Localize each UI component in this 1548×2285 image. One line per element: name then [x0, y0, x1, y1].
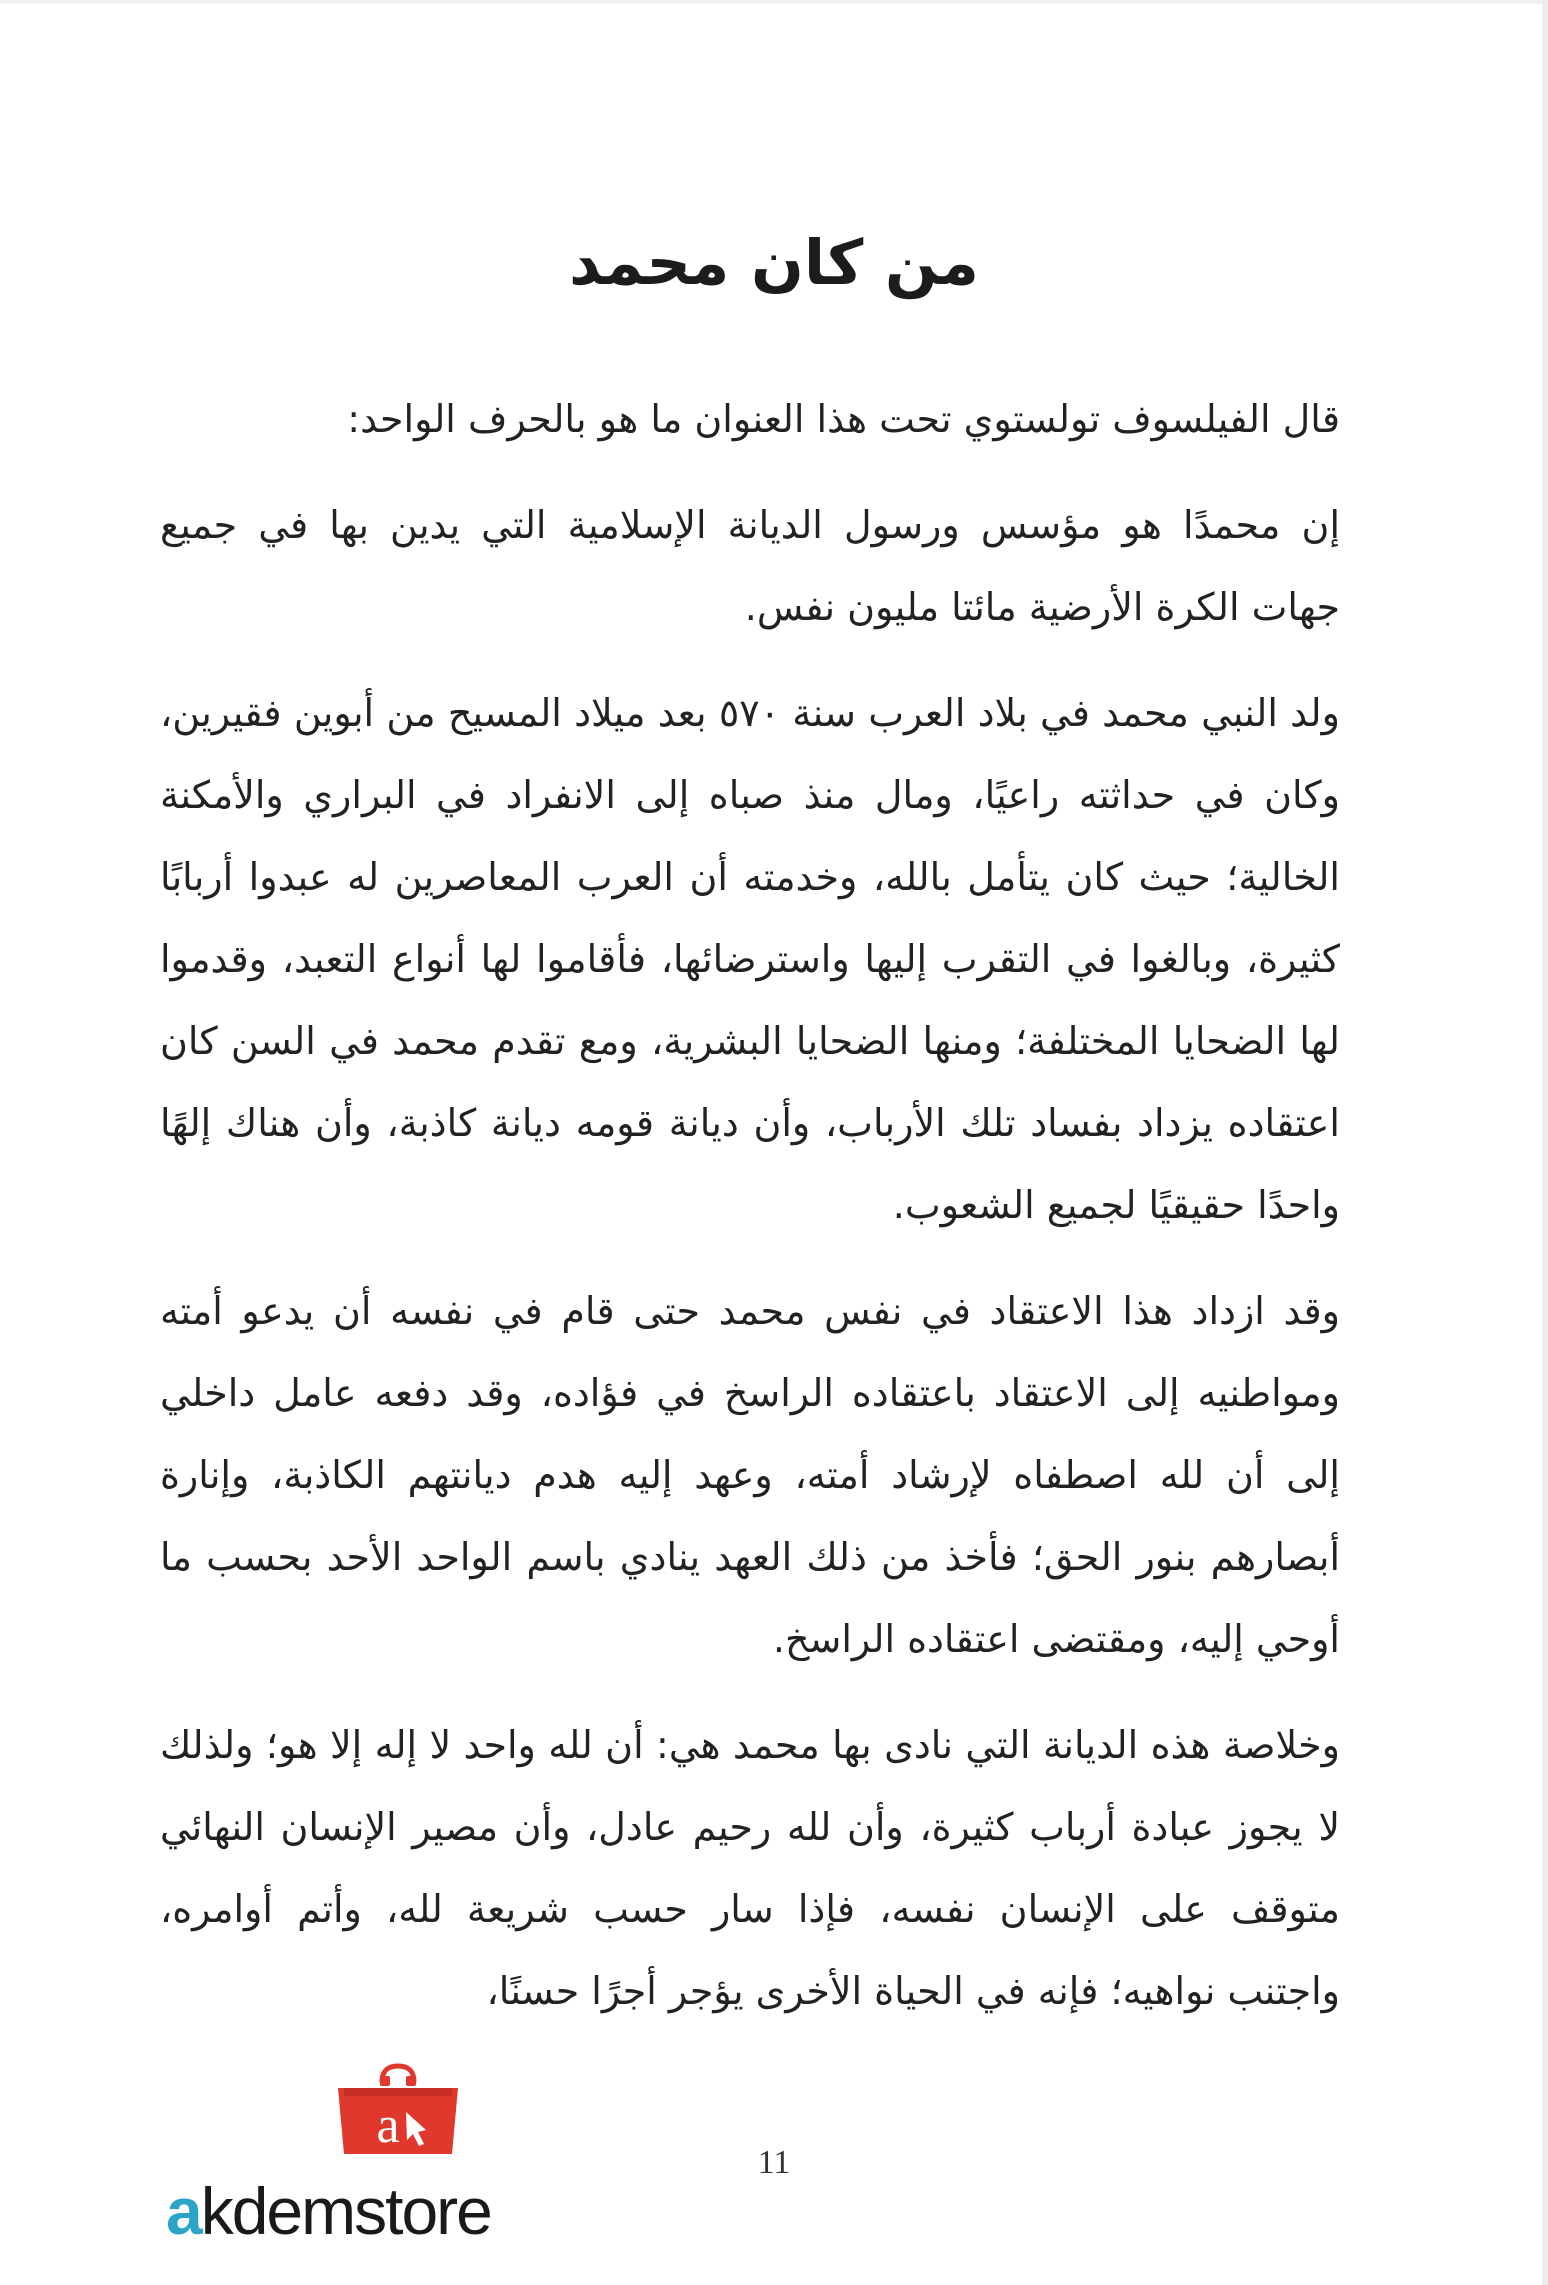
akdemstore-watermark	[160, 2060, 620, 2250]
paragraph-2: إن محمدًا هو مؤسس ورسول الديانة الإسلامية التي يدين بها في جميع جهات الكرة الأرضية مائتا مليون نفس.	[160, 503, 1340, 629]
shopping-bag-icon	[338, 2066, 458, 2154]
akdemstore-logo	[160, 2060, 620, 2250]
page-top-edge	[0, 0, 1548, 4]
paragraph-1: قال الفيلسوف تولستوي تحت هذا العنوان ما هو بالحرف الواحد:	[347, 397, 1340, 441]
page-right-edge	[1542, 0, 1548, 2285]
chapter-title: من كان محمد	[568, 226, 980, 299]
body-text	[160, 378, 1340, 2056]
paragraph-5: وخلاصة هذه الديانة التي نادى بها محمد هي: أن لله واحد لا إله إلا هو؛ ولذلك لا يجوز عبادة أرباب كثيرة، وأن لله رحيم عادل، وأن مصير الإنسان النهائي متوقف على الإنسان نفسه، فإذا سار حسب شريعة لله، وأتم أوامره، واجتنب نواهيه؛ فإنه في الحياة الأخرى يؤجر أجرًا حسنًا،	[160, 1723, 1340, 2013]
paragraph-4: وقد ازداد هذا الاعتقاد في نفس محمد حتى قام في نفسه أن يدعو أمته ومواطنيه إلى الاعتقاد باعتقاده الراسخ في فؤاده، وقد دفعه عامل داخلي إلى أن لله اصطفاه لإرشاد أمته، وعهد إليه هدم ديانتهم الكاذبة، وإنارة أبصارهم بنور الحق؛ فأخذ من ذلك العهد ينادي باسم الواحد الأحد بحسب ما أوحي إليه، ومقتضى اعتقاده الراسخ.	[160, 1289, 1340, 1661]
paragraph-3: ولد النبي محمد في بلاد العرب سنة ٥٧٠ بعد ميلاد المسيح من أبوين فقيرين، وكان في حداثته راعيًا، ومال منذ صباه إلى الانفراد في البراري والأمكنة الخالية؛ حيث كان يتأمل بالله، وخدمته أن العرب المعاصرين له عبدوا أربابًا كثيرة، وبالغوا في التقرب إليها واسترضائها، فأقاموا لها أنواع التعبد، وقدموا لها الضحايا المختلفة؛ ومنها الضحايا البشرية، ومع تقدم محمد في السن كان اعتقاده يزداد بفساد تلك الأرباب، وأن ديانة قومه ديانة كاذبة، وأن هناك إلهًا واحدًا حقيقيًا لجميع الشعوب.	[160, 691, 1340, 1227]
svg-text:a: a	[376, 2097, 400, 2154]
svg-text:akdemstore: akdemstore	[166, 2174, 491, 2248]
page-number: 11	[757, 2144, 791, 2181]
